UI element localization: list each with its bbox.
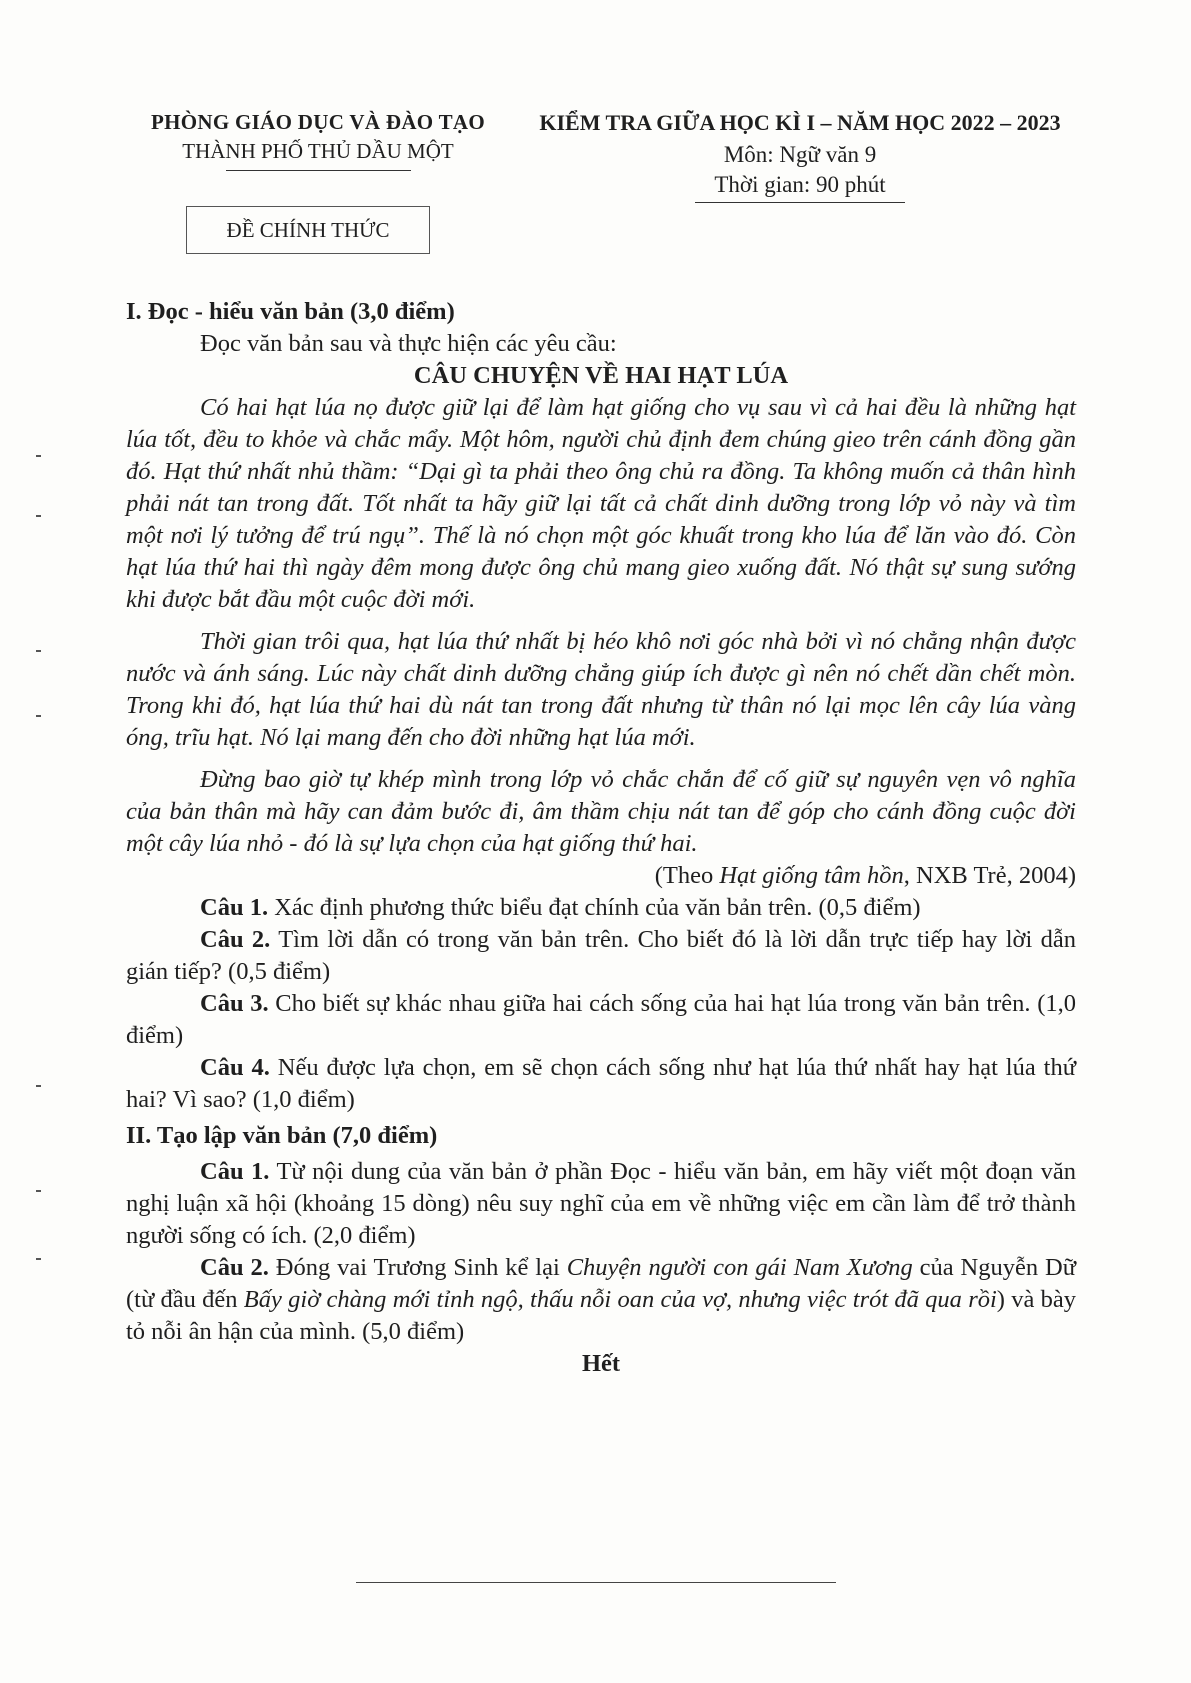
exam-header xyxy=(505,110,1095,203)
exam-duration: Thời gian: 90 phút xyxy=(714,172,886,197)
question xyxy=(126,1156,1076,1252)
story-title: CÂU CHUYỆN VỀ HAI HẠT LÚA xyxy=(413,362,789,389)
header-underline xyxy=(226,170,411,171)
story-paragraph: Đừng bao giờ tự khép mình trong lớp vỏ chắc chắn để cố giữ sự nguyên vẹn vô nghĩa của bản thân mà hãy can đảm bước đi, âm thầm chịu nát tan để góp cho cánh đồng cuộc đời một cây lúa nhỏ - đó là sự lựa chọn của hạt giống thứ hai. xyxy=(126,766,1076,857)
section-heading: II. Tạo lập văn bản (7,0 điểm) xyxy=(126,1122,438,1149)
scan-speck xyxy=(36,1258,41,1260)
question: Câu 2. Đóng vai Trương Sinh kể lại Chuyện người con gái Nam Xương của Nguyễn Dữ (từ đầu đến Bấy giờ chàng mới tỉnh ngộ, thấu nỗi oan của vợ, nhưng việc trót đã qua rồi) và bày tỏ nỗi ân hận của mình. (5,0 điểm) xyxy=(126,1254,1076,1345)
story-paragraph: Có hai hạt lúa nọ được giữ lại để làm hạt giống cho vụ sau vì cả hai đều là những hạt lúa tốt, đều to khỏe và chắc mẩy. Một hôm, người chủ định đem chúng gieo trên cánh đồng gần đó. Hạt thứ nhất nhủ thầm: “Dại gì ta phải theo ông chủ ra đồng. Ta không muốn cả thân hình phải nát tan trong đất. Tốt nhất ta hãy giữ lại tất cả chất dinh dưỡng trong lớp vỏ này và tìm một nơi lý tưởng để trú ngụ”. Thế là nó chọn một góc khuất trong kho lúa để lăn vào đó. Còn hạt lúa thứ hai thì ngày đêm mong được ông chủ mang gieo xuống đất. Nó thật sự sung sướng khi được bắt đầu một cuộc đời mới. xyxy=(126,394,1076,613)
end-rule xyxy=(356,1582,836,1583)
question xyxy=(126,1052,1076,1116)
question-label: Câu 1. xyxy=(200,1158,270,1185)
question xyxy=(126,988,1076,1052)
question-label: Câu 3. xyxy=(200,990,269,1017)
scan-speck xyxy=(36,650,41,652)
question xyxy=(126,924,1076,988)
header-underline xyxy=(695,202,905,203)
scan-speck xyxy=(36,1190,41,1192)
section-heading: I. Đọc - hiểu văn bản (3,0 điểm) xyxy=(126,298,455,325)
question-label: Câu 2. xyxy=(200,926,271,953)
scan-speck xyxy=(36,715,41,717)
scan-speck xyxy=(36,515,41,517)
question-text: Từ nội dung của văn bản ở phần Đọc - hiểu văn bản, em hãy viết một đoạn văn nghị luận xã hội (khoảng 15 dòng) nêu suy nghĩ của em về những việc em cần làm để trở thành người sống có ích. (2,0 điểm) xyxy=(126,1158,1076,1249)
exam-content xyxy=(126,296,1076,1380)
question xyxy=(126,892,1076,924)
end-marker: Hết xyxy=(581,1350,621,1377)
story-source: (Theo Hạt giống tâm hồn, NXB Trẻ, 2004) xyxy=(654,862,1076,889)
department-header xyxy=(118,110,518,171)
question-text: Tìm lời dẫn có trong văn bản trên. Cho biết đó là lời dẫn trực tiếp hay lời dẫn gián tiếp? (0,5 điểm) xyxy=(126,926,1076,985)
department-name: PHÒNG GIÁO DỤC VÀ ĐÀO TẠO xyxy=(151,110,485,134)
city-name: THÀNH PHỐ THỦ DẦU MỘT xyxy=(182,139,454,163)
question-label: Câu 1. xyxy=(200,894,269,921)
question-text: Xác định phương thức biểu đạt chính của văn bản trên. (0,5 điểm) xyxy=(268,894,921,921)
exam-title: KIỂM TRA GIỮA HỌC KÌ I – NĂM HỌC 2022 – 2023 xyxy=(539,110,1061,135)
question-text: Nếu được lựa chọn, em sẽ chọn cách sống như hạt lúa thứ nhất hay hạt lúa thứ hai? Vì sao? (1,0 điểm) xyxy=(126,1054,1076,1113)
scan-speck xyxy=(36,455,41,457)
story-paragraph: Thời gian trôi qua, hạt lúa thứ nhất bị héo khô nơi góc nhà bởi vì nó chẳng nhận được nước và ánh sáng. Lúc này chất dinh dưỡng chẳng giúp ích được gì nên nó chết dần chết mòn. Trong khi đó, hạt lúa thứ hai dù nát tan trong đất nhưng từ thân nó lại mọc lên cây lúa vàng óng, trĩu hạt. Nó lại mang đến cho đời những hạt lúa mới. xyxy=(126,628,1076,751)
scan-speck xyxy=(36,1085,41,1087)
question-label: Câu 4. xyxy=(200,1054,270,1081)
reading-instruction: Đọc văn bản sau và thực hiện các yêu cầu: xyxy=(200,330,617,357)
exam-subject: Môn: Ngữ văn 9 xyxy=(723,142,877,167)
official-exam-badge xyxy=(186,206,430,254)
question-text: Cho biết sự khác nhau giữa hai cách sống của hai hạt lúa trong văn bản trên. (1,0 điểm) xyxy=(126,990,1076,1049)
badge-label: ĐỀ CHÍNH THỨC xyxy=(226,217,390,242)
question-label: Câu 2. xyxy=(200,1254,269,1281)
